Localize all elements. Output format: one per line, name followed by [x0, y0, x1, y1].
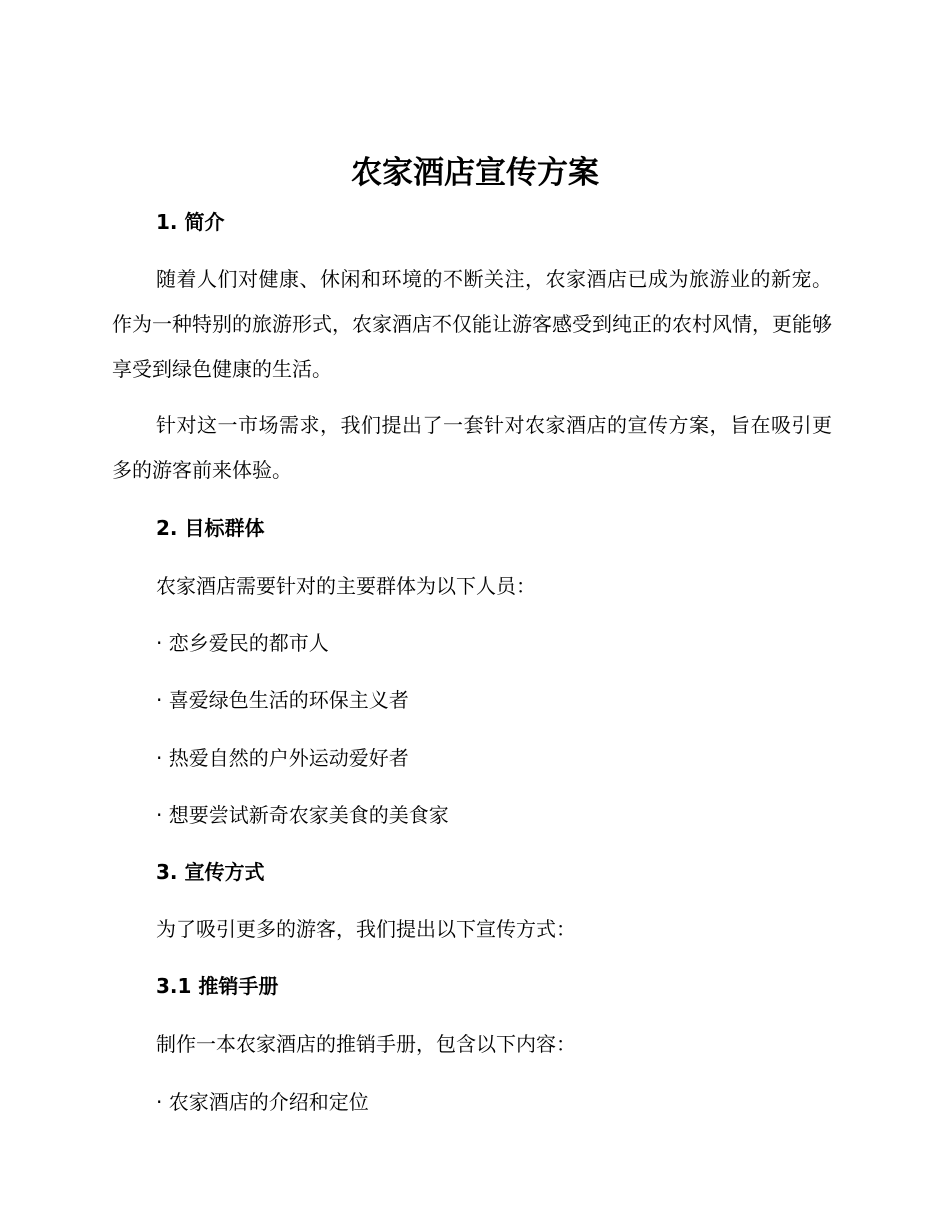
target-bullet-1: · 恋乡爱民的都市人 [156, 631, 329, 655]
intro-paragraph-1: 随着人们对健康、休闲和环境的不断关注，农家酒店已成为旅游业的新宠。作为一种特别的旅游形式，农家酒店不仅能让游客感受到纯正的农村风情，更能够享受到绿色健康的生活。 [112, 267, 832, 381]
brochure-lead-text: 制作一本农家酒店的推销手册，包含以下内容： [156, 1032, 576, 1056]
target-bullet-4: · 想要尝试新奇农家美食的美食家 [156, 803, 449, 827]
intro-paragraph-2: 针对这一市场需求，我们提出了一套针对农家酒店的宣传方案，旨在吸引更多的游客前来体验。 [112, 413, 832, 482]
brochure-bullet-1: · 农家酒店的介绍和定位 [156, 1090, 369, 1114]
section-heading-brochure: 3.1 推销手册 [156, 974, 279, 998]
section-heading-target: 2. 目标群体 [156, 516, 265, 540]
document-title: 农家酒店宣传方案 [351, 155, 599, 191]
section-heading-methods: 3. 宣传方式 [156, 860, 265, 884]
target-bullet-3: · 热爱自然的户外运动爱好者 [156, 746, 409, 770]
section-heading-intro: 1. 简介 [156, 210, 225, 234]
methods-lead-text: 为了吸引更多的游客，我们提出以下宣传方式： [156, 917, 576, 941]
target-lead-text: 农家酒店需要针对的主要群体为以下人员： [156, 574, 536, 598]
target-bullet-2: · 喜爱绿色生活的环保主义者 [156, 688, 409, 712]
